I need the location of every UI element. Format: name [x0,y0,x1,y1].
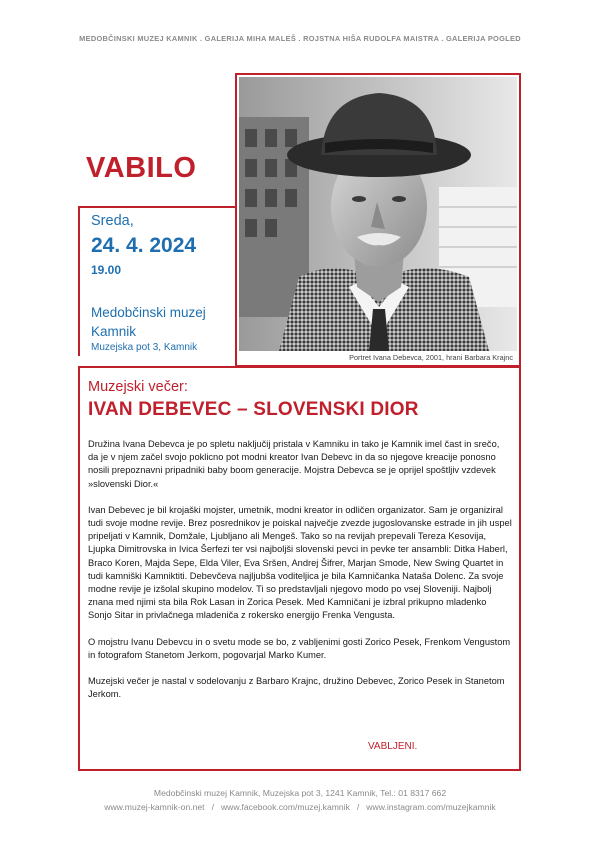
facebook-link[interactable]: www.facebook.com/muzej.kamnik [220,802,350,812]
footer-address: Medobčinski muzej Kamnik, Muzejska pot 3, 1241 Kamnik, Tel.: 01 8317 662 [153,788,447,798]
event-date: 24. 4. 2024 [91,234,197,257]
paragraph: Muzejski večer je nastal v sodelovanju z Barbaro Krajnc, družino Debevec, Zorico Pesek in Stanetom Jerkom. [88,676,505,700]
signoff: VABLJENI. [368,741,418,752]
event-address: Muzejska pot 3, Kamnik [91,342,198,353]
event-day: Sreda, [91,213,134,229]
paragraph: Ivan Debevec je bil krojaški mojster, umetnik, modni kreator in odličen organizator. Sam je organiziral tudi svoje modne revije. Brez posrednikov je poiskal največje zvezde jugoslovanske estrade in jih uspel pripeljati v Kamnik, Domžale, Ljubljano ali Mengeš. Tako so na revijah prepevali Tereza Kesovija, Ljupka Dimitrovska in Ivica Šerfezi ter vsi najboljši slovenski pevci in pevke ter ansambli: Ditka Haberl, Braco Koren, Majda Sepe, Elda Viler, Eva Sršen, Andrej Šifrer, Marjan Smode, New Swing Quartet in tudi kamniški Kamniktiti. Debevčeva najljubša voditeljica je bila Kamničanka Nataša Dolenc. Za svoje modne revije je izšolal skupino modelov. Ti so predstavljali njegovo modo po vsej Sloveniji. Najbolj znana med njimi sta bila Rok Lasan in Zorica Pesek. Med Kamničani je izbral prikupno mladenko Sonjo Sitar in privlačnega mladeniča z rokersko energijo Frenka Vengusta. [88,504,512,621]
photo-caption: Portret Ivana Debevca, 2001, hrani Barbara Krajnc [349,353,513,362]
paragraph: O mojstru Ivanu Debevcu in o svetu mode se bo, z vabljenimi gosti Zorico Pesek, Frenkom Vengustom in fotografom Stanetom Jerkom, pogovarjal Marko Kumer. [88,636,511,660]
invitation-heading: VABILO [86,152,197,184]
separator: / [356,802,360,812]
event-subtitle: Muzejski večer: [88,379,188,395]
portrait-frame [235,73,521,367]
institutions-header: MEDOBČINSKI MUZEJ KAMNIK . GALERIJA MIHA MALEŠ . ROJSTNA HIŠA RUDOLFA MAISTRA . GALERIJA POGLED [79,34,521,43]
event-info-box [78,206,244,356]
paragraph: Družina Ivana Debevca je po spletu naključij pristala v Kamniku in tako je Kamnik imel čast in srečo, da je v njem začel svojo poklicno pot modni kreator Ivan Debevc in da so njegove kreacije ponosno nosili prepoznavni pripadniki baby boom generacije. Mojstra Debevca se je oprijel spoštljiv vzdevek »slovenski Dior.« [88,439,500,489]
event-venue: Medobčinski muzej Kamnik [91,305,206,339]
separator: / [211,802,214,812]
instagram-link[interactable]: www.instagram.com/muzejkamnik [366,802,496,812]
footer-links [0,802,600,812]
event-description [88,438,512,714]
portrait-photo [239,77,517,351]
website-link[interactable]: www.muzej-kamnik-on.net [104,802,205,812]
event-title: IVAN DEBEVEC – SLOVENSKI DIOR [88,399,419,420]
event-time: 19.00 [91,263,122,277]
